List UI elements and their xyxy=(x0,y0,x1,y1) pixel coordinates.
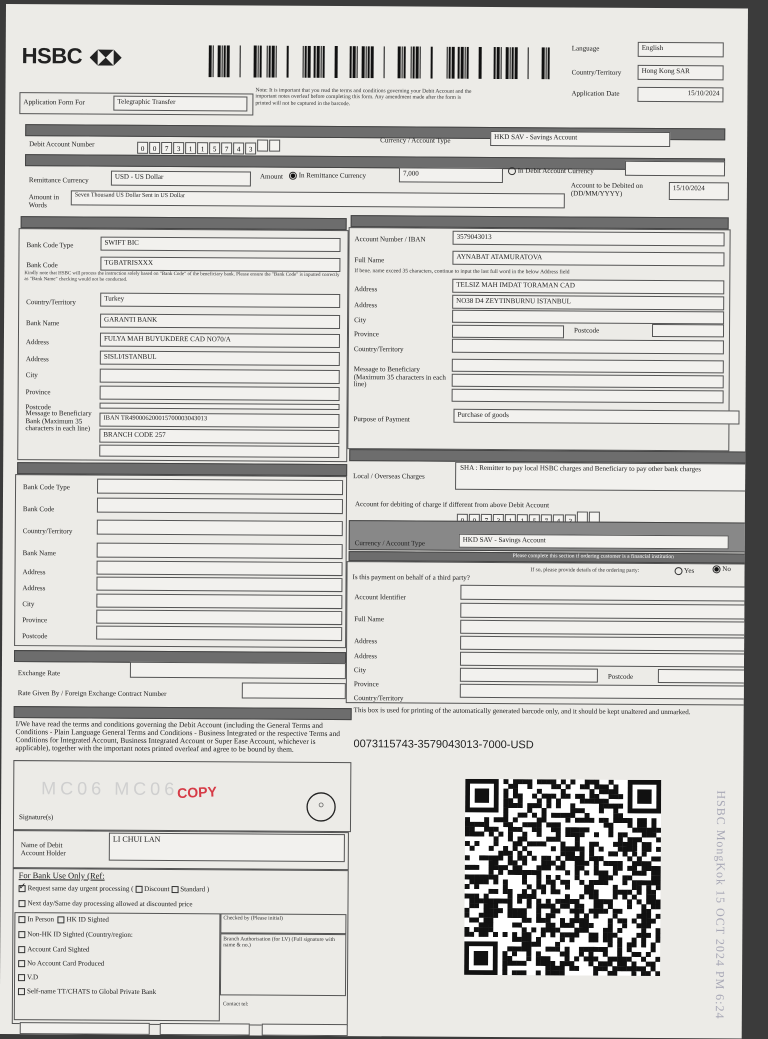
next-day-text: Next day/Same day processing allowed at discounted price xyxy=(27,899,193,909)
third-party-note: Please complete this section if ordering customer is a financial institution xyxy=(512,553,674,561)
bank-city-label: City xyxy=(25,371,38,380)
bank-code-type-value[interactable]: SWIFT BIC xyxy=(100,237,340,252)
hsbc-hexagon-icon xyxy=(90,50,122,66)
bottom-ref-box-1 xyxy=(20,1022,150,1035)
int-country[interactable] xyxy=(97,520,343,537)
app-date-value[interactable]: 15/10/2024 xyxy=(637,87,723,103)
int-address-1[interactable] xyxy=(97,561,343,577)
bene-address-2[interactable]: NO38 D4 ZEYTINBURNU ISTANBUL xyxy=(452,295,724,311)
bank-code-type-label: Bank Code Type xyxy=(26,241,74,250)
side-stamp: HSBC MongKok 15 OCT 2024 PM 6:24 xyxy=(712,790,729,1020)
in-person-row[interactable] xyxy=(18,916,109,924)
rate-given-label: Rate Given By / Foreign Exchange Contract Number xyxy=(17,689,167,698)
digit-box[interactable]: 0 xyxy=(137,142,148,154)
remit-currency-value[interactable]: USD - US Dollar xyxy=(111,171,251,187)
bene-address-1[interactable]: TELSIZ MAH IMDAT TORAMAN CAD xyxy=(452,279,724,295)
no-card-text: No Account Card Produced xyxy=(27,959,105,968)
bene-province-label: Province xyxy=(353,330,379,339)
bank-province-label: Province xyxy=(25,388,51,397)
vd-text: V.D xyxy=(27,973,39,982)
bank-address-2[interactable]: SISLI/ISTANBUL xyxy=(100,351,340,366)
bene-province[interactable] xyxy=(452,325,564,339)
app-form-label: Application Form For xyxy=(23,98,85,107)
hkid-checkbox[interactable] xyxy=(58,916,65,923)
int-code-label: Bank Code xyxy=(22,505,55,514)
bank-code-label: Bank Code xyxy=(26,261,58,270)
tp-postcode[interactable] xyxy=(658,669,748,684)
tp-address-label-2: Address xyxy=(353,652,377,661)
contact-label: Contact tel: xyxy=(222,1001,249,1008)
top-barcode xyxy=(209,45,559,79)
no-card-checkbox[interactable] xyxy=(18,960,25,967)
digit-box[interactable]: 4 xyxy=(233,142,244,154)
standard-checkbox[interactable] xyxy=(171,886,178,893)
charge-ccy-label: Currency / Account Type xyxy=(354,539,426,548)
amount-words-label: Amount in Words xyxy=(28,193,59,209)
int-address-2[interactable] xyxy=(96,577,342,593)
int-code[interactable] xyxy=(97,498,343,515)
bottom-ref-box-2 xyxy=(160,1023,250,1036)
bene-account-value[interactable]: 3579043013 xyxy=(453,231,725,247)
purpose-value[interactable]: Purchase of goods xyxy=(453,409,739,425)
bene-postcode-label: Postcode xyxy=(573,326,600,335)
bank-message-label: Message to Beneficiary Bank (Maximum 35 characters in each line) xyxy=(25,409,92,433)
urgent-row[interactable] xyxy=(19,885,210,894)
no-text: No xyxy=(722,564,731,574)
tp-country-label: Country/Territory xyxy=(353,694,404,703)
int-country-label: Country/Territory xyxy=(22,527,73,536)
amount-words-value[interactable]: Seven Thousand US Dollar Sent in US Dollar xyxy=(71,190,565,208)
signature-label: Signature(s) xyxy=(19,813,54,822)
bene-postcode[interactable] xyxy=(652,324,724,337)
declaration-text: I/We have read the terms and conditions governing the Debit Account (including the General Terms and Conditions - Plain Language General Terms and Conditions - Business Integrated or the respective Terms and Conditions for Integrated Account, Business Integrated Account or Super Ease Account, whichever is applicable), together with the important notes printed overleaf and agree to be bound by them. xyxy=(15,719,340,755)
amount-value[interactable]: 7,000 xyxy=(399,167,503,183)
remittance-form xyxy=(0,4,748,1039)
tp-country[interactable] xyxy=(460,684,748,700)
self-name-checkbox[interactable] xyxy=(18,988,25,995)
digit-box[interactable]: 7 xyxy=(161,142,172,154)
bank-province[interactable] xyxy=(100,386,340,401)
digit-box[interactable]: 1 xyxy=(185,142,196,154)
section-header-declaration xyxy=(14,706,352,720)
self-name-text: Self-name TT/CHATS to Global Private Bank xyxy=(26,987,157,997)
section-header-payment xyxy=(25,154,725,170)
tp-full-name[interactable] xyxy=(460,603,748,620)
qr-code-icon xyxy=(464,779,661,976)
next-day-row[interactable] xyxy=(18,900,192,909)
tp-city[interactable] xyxy=(460,668,598,683)
branch-auth-label: Branch Authorisation (for LV) (Full signature with name & no.) xyxy=(223,936,335,949)
tp-address-2[interactable] xyxy=(460,652,748,668)
non-hkid-row[interactable] xyxy=(18,931,133,939)
bank-message-1[interactable]: IBAN TR490006200015700003043013 xyxy=(99,413,339,428)
tp-address-label-1: Address xyxy=(354,637,378,646)
urgent-text: Request same day urgent processing ( xyxy=(27,884,134,893)
debit-account-digits[interactable] xyxy=(137,138,281,157)
country-label: Country/Territory xyxy=(571,68,622,77)
int-city-label: City xyxy=(22,600,35,609)
bank-address-label-2: Address xyxy=(25,355,49,364)
int-address-label-2: Address xyxy=(22,584,46,593)
digit-box-empty[interactable] xyxy=(257,140,268,152)
holder-label: Name of Debit Account Holder xyxy=(20,841,66,858)
debit-currency-label: Currency / Account Type xyxy=(380,136,451,145)
amount-label: Amount xyxy=(259,172,283,181)
bene-country-value[interactable]: Turkey xyxy=(100,293,340,308)
checked-by-label: Checked by (Please initial) xyxy=(223,915,283,922)
int-province[interactable] xyxy=(96,610,342,626)
no-card-row[interactable] xyxy=(18,960,104,968)
next-day-checkbox[interactable] xyxy=(18,900,25,907)
app-date-label: Application Date xyxy=(571,89,620,98)
signature-box[interactable] xyxy=(13,760,351,832)
bene-message-label: Message to Beneficiary (Maximum 35 characters in each line) xyxy=(353,365,446,389)
int-city[interactable] xyxy=(96,594,342,610)
tp-city-label: City xyxy=(353,666,367,675)
bene-country-label: Country/Territory xyxy=(26,298,76,307)
hsbc-logo xyxy=(22,44,122,69)
bank-address-1[interactable]: FULYA MAH BUYUKDERE CAD NO70/A xyxy=(100,333,340,348)
yes-text: Yes xyxy=(684,566,695,575)
charges-sha-value[interactable] xyxy=(455,462,747,492)
int-postcode-label: Postcode xyxy=(22,632,48,641)
bank-postcode-label: Postcode xyxy=(25,403,51,412)
charges-local-label: Local / Overseas Charges xyxy=(353,472,425,481)
bene-message-1[interactable] xyxy=(452,359,724,374)
acct-card-text: Account Card Sighted xyxy=(27,945,90,954)
bene-city[interactable] xyxy=(452,310,724,325)
in-debit-radio[interactable] xyxy=(508,167,516,175)
tp-address-1[interactable] xyxy=(460,636,748,652)
tp-province-label: Province xyxy=(353,680,379,689)
purpose-label: Purpose of Payment xyxy=(353,415,410,424)
bene-name-hint: If bene. name exceed 35 characters, continue to input the last full word in the below Address field xyxy=(354,268,570,276)
int-code-type[interactable] xyxy=(97,479,343,496)
in-debit-option[interactable] xyxy=(508,167,594,176)
bene-message-2[interactable] xyxy=(452,374,724,389)
holder-value[interactable]: LI CHUI LAN xyxy=(109,833,345,862)
vd-checkbox[interactable] xyxy=(18,974,25,981)
debit-date-value[interactable]: 15/10/2024 xyxy=(669,182,729,200)
bank-address-label-1: Address xyxy=(25,338,49,347)
copy-stamp: COPY xyxy=(176,783,218,802)
third-party-question: Is this payment on behalf of a third party? xyxy=(352,573,470,582)
acct-card-checkbox[interactable] xyxy=(18,946,25,953)
digit-box[interactable]: 7 xyxy=(221,142,232,154)
int-name-label: Bank Name xyxy=(22,549,56,558)
bank-code-value[interactable]: TGBATRISXXX xyxy=(100,257,340,272)
discount-checkbox[interactable] xyxy=(135,886,142,893)
tp-postcode-label: Postcode xyxy=(607,672,634,681)
in-remit-option[interactable] xyxy=(289,172,366,181)
hkid-text: HK ID Sighted xyxy=(66,915,109,924)
barcode-note: This box is used for printing of the automatically generated barcode only, and it should be kept unaltered and unmarked. xyxy=(353,706,691,717)
bene-address-label-2: Address xyxy=(354,301,378,310)
exchange-rate-label: Exchange Rate xyxy=(17,669,61,678)
digit-box[interactable]: 3 xyxy=(245,142,256,154)
bank-code-note: Kindly note that HSBC will process the instruction solely based on "Bank Code" of the beneficiary bank. Please ensure the "Bank Code" is inputted correctly as "Bank Name" checking would not be conducted. xyxy=(24,271,340,283)
sha-text: SHA : Remitter to pay local HSBC charges and Beneficiary to pay other bank charges xyxy=(460,463,701,474)
bene-country[interactable] xyxy=(452,339,724,355)
hsbc-wordmark: HSBC xyxy=(21,43,83,69)
bank-name-value[interactable]: GARANTI BANK xyxy=(100,314,340,329)
int-code-type-label: Bank Code Type xyxy=(23,483,70,492)
standard-text: Standard ) xyxy=(180,885,210,894)
debit-currency-amount[interactable] xyxy=(625,161,725,177)
app-form-value[interactable]: Telegraphic Transfer xyxy=(113,96,247,112)
bank-city[interactable] xyxy=(100,369,340,384)
remit-currency-label: Remittance Currency xyxy=(28,176,89,185)
debit-date-label: Account to be Debited on (DD/MM/YYYY) xyxy=(570,181,643,198)
charge-account-note: Account for debiting of charge if different from above Debit Account xyxy=(354,500,550,510)
in-remit-text: In Remittance Currency xyxy=(298,171,366,180)
form-notice: Note: It is important that you read the terms and conditions governing your Debit Account and the important notes overleaf before completing this form. Any amendment made after the form is printed will not be captured in the barcode. xyxy=(255,87,472,107)
discount-text: Discount xyxy=(144,884,170,894)
digit-box[interactable]: 0 xyxy=(149,142,160,154)
urgent-checkbox[interactable] xyxy=(19,885,26,892)
third-party-detail-note: If so, please provide details of the ordering party: xyxy=(530,567,640,574)
debit-account-label: Debit Account Number xyxy=(29,140,95,149)
bank-message-2[interactable]: BRANCH CODE 257 xyxy=(99,429,339,444)
int-name[interactable] xyxy=(97,543,343,560)
bank-message-3[interactable] xyxy=(99,445,339,458)
in-debit-text: In Debit Account Currency xyxy=(517,166,594,176)
rate-given[interactable] xyxy=(242,682,346,699)
exchange-rate[interactable] xyxy=(130,662,346,679)
in-remit-radio[interactable] xyxy=(289,172,297,180)
bene-message-3[interactable] xyxy=(452,389,724,404)
bank-name-label: Bank Name xyxy=(26,319,60,328)
bank-use-title: For Bank Use Only (Ref: xyxy=(18,870,105,881)
tp-full-name-label: Full Name xyxy=(354,615,385,624)
digit-box[interactable]: 3 xyxy=(173,142,184,154)
non-hkid-checkbox[interactable] xyxy=(18,931,25,938)
bene-account-label: Account Number / IBAN xyxy=(354,235,426,244)
digit-box-empty[interactable] xyxy=(269,140,280,152)
charge-ccy-value[interactable]: HKD SAV - Savings Account xyxy=(459,534,729,550)
non-hkid-text: Non-HK ID Sighted (Country/region: xyxy=(27,930,133,939)
bene-city-label: City xyxy=(354,316,367,325)
digit-box[interactable]: 5 xyxy=(209,142,220,154)
debit-currency-value[interactable]: HKD SAV - Savings Account xyxy=(490,131,670,147)
bottom-ref-box-3 xyxy=(262,1024,348,1037)
bene-country-label: Country/Territory xyxy=(353,345,404,354)
barcode-text: 0073115743-3579043013-7000-USD xyxy=(353,738,534,752)
language-value[interactable]: English xyxy=(638,42,724,58)
bene-name-value[interactable]: AYNABAT ATAMURATOVA xyxy=(452,251,724,267)
tp-acct-id[interactable] xyxy=(460,585,748,602)
tp-acct-id-label: Account Identifier xyxy=(354,593,406,602)
in-person-text: In Person xyxy=(27,915,55,924)
vd-row[interactable] xyxy=(18,974,38,982)
int-province-label: Province xyxy=(22,616,48,625)
digit-box[interactable]: 1 xyxy=(197,142,208,154)
watermark: MC06 MC06 xyxy=(41,778,179,800)
tp-full-name-2[interactable] xyxy=(460,620,748,636)
self-name-row[interactable] xyxy=(18,988,156,997)
int-address-label-1: Address xyxy=(22,568,46,577)
country-value[interactable]: Hong Kong SAR xyxy=(638,65,724,81)
bene-name-label: Full Name xyxy=(354,256,385,265)
acct-card-row[interactable] xyxy=(18,946,89,954)
in-person-checkbox[interactable] xyxy=(18,916,25,923)
bene-address-label-1: Address xyxy=(354,285,378,294)
int-postcode[interactable] xyxy=(96,626,342,642)
language-label: Language xyxy=(571,44,600,53)
